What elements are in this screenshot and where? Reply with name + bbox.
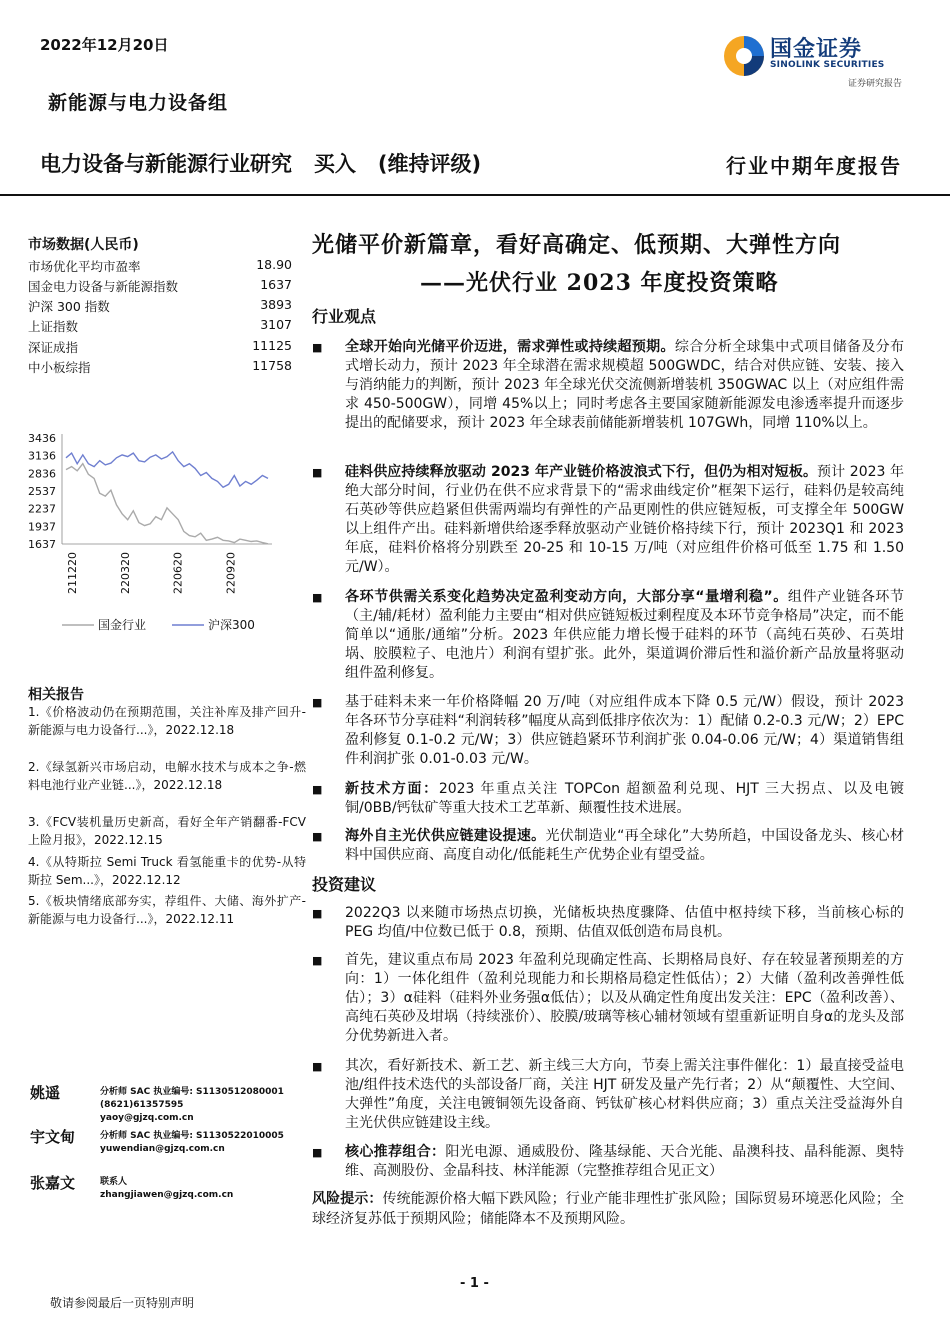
related-report-item: 4.《从特斯拉 Semi Truck 看氢能重卡的优势-从特斯拉 Sem...》，2022.12.12	[28, 855, 306, 887]
bullet-icon: ■	[312, 1146, 323, 1159]
analyst-name: 张嘉文	[30, 1174, 76, 1192]
market-row	[28, 257, 292, 275]
logo-mark-icon	[722, 34, 766, 78]
paragraph-lead: 核心推荐组合：	[345, 1144, 446, 1160]
paragraph-text: 2023 年重点关注 TOPCon 超额盈利兑现、HJT 三大拐点、以及电镀铜/0BB/钙钛矿等重大技术工艺革新、颠覆性技术进展。	[345, 781, 904, 816]
x-tick-label: 220320	[118, 552, 132, 594]
paragraph-text: 基于硅料未来一年价格降幅 20 万/吨（对应组件成本下降 0.5 元/W）假设，预计 2023 年各环节分享硅料“利润转移”幅度从高到低排序依次为：1）配储 0.2-0.3 元/W；2）EPC 盈利修复 0.1-0.2 元/W；3）供应链趋紧环节利润扩张 0.04-0.06 元/W；4）渠道销售组件利润扩张 0.01-0.03 元/W。	[345, 694, 904, 767]
view-paragraph	[312, 463, 904, 577]
paragraph-text: 综合分析全球集中式项目储备及分布式增长动力，预计 2023 年全球潜在需求规模超 500GWDC，结合对供应链、安装、接入与消纳能力的判断，预计 2023 年全球光伏交流侧新增装机 350GWAC 以上（对应组件需求 450-500GW），同增 45%以上；同时考虑各主要国家随新能源发电渗透率提升而逐步提出的配储要求，预计 2023 年全球表前储能新增装机 107GWh，同增 110%以上。	[345, 339, 905, 431]
x-tick-label: 220620	[171, 552, 185, 594]
related-report-item: 5.《板块情绪底部夯实，荐组件、大储、海外扩产-新能源与电力设备行...》，2022.12.11	[28, 894, 306, 926]
analyst-detail: 联系人	[100, 1177, 128, 1187]
bullet-icon: ■	[312, 466, 323, 479]
section-heading-view: 行业观点	[312, 307, 377, 326]
paragraph-lead: 海外自主光伏供应链建设提速。	[345, 828, 546, 844]
market-key: 深证成指	[28, 340, 79, 355]
series-line-0	[66, 464, 268, 544]
risk-lead: 风险提示：	[312, 1191, 383, 1207]
view-paragraph	[312, 780, 904, 818]
analyst-email: yaoy@gjzq.com.cn	[100, 1113, 194, 1123]
advice-paragraph	[312, 1057, 904, 1133]
related-heading: 相关报告	[28, 687, 84, 703]
legend-label: 沪深300	[208, 618, 255, 632]
page-number: - 1 -	[460, 1276, 489, 1291]
analyst-name: 姚遥	[30, 1084, 61, 1102]
advice-paragraph	[312, 1143, 904, 1181]
market-data-heading: 市场数据(人民币)	[28, 237, 139, 253]
paragraph-lead: 新技术方面：	[345, 781, 439, 797]
company-logo	[722, 30, 906, 94]
y-tick-label: 3136	[28, 449, 56, 463]
market-key: 中小板综指	[28, 360, 91, 375]
report-type: 行业中期年度报告	[726, 154, 902, 178]
bullet-icon: ■	[312, 830, 323, 843]
analyst-name: 宇文甸	[30, 1128, 76, 1146]
market-key: 沪深 300 指数	[28, 299, 110, 314]
view-paragraph	[312, 693, 904, 769]
market-row	[28, 277, 292, 295]
index-line-chart	[24, 426, 284, 636]
paragraph-text: 首先，建议重点布局 2023 年盈利兑现确定性高、长期格局良好、存在较显著预期差的方向：1）一体化组件（盈利兑现能力和长期格局稳定性低估）；2）大储（盈利改善弹性低估）；3）α硅料（硅料外业务强α低估）；以及从确定性角度出发关注：EPC（盈利改善）、高纯石英砂及坩埚（持续涨价）、胶膜/玻璃等核心辅材领域有望重新证明自身α的龙头及部分优势新进入者。	[345, 952, 904, 1044]
paragraph-lead: 各环节供需关系变化趋势决定盈利变动方向，大部分享“量增利稳”。	[345, 589, 788, 605]
y-tick-label: 1637	[28, 538, 56, 551]
y-tick-label: 2237	[28, 502, 56, 516]
market-key: 国金电力设备与新能源指数	[28, 279, 179, 294]
paragraph-lead: 硅料供应持续释放驱动 2023 年产业链价格波浪式下行，但仍为相对短板。	[345, 464, 818, 480]
industry-title: 电力设备与新能源行业研究 买入 (维持评级)	[40, 152, 482, 176]
advice-paragraph	[312, 951, 904, 1046]
report-date: 2022年12月20日	[40, 36, 169, 54]
header-divider	[0, 194, 950, 196]
bullet-icon: ■	[312, 907, 323, 920]
paragraph-text: 其次，看好新技术、新工艺、新主线三大方向，节奏上需关注事件催化：1）最直接受益电池/组件技术迭代的头部设备厂商，关注 HJT 研发及量产先行者；2）从“颠覆性、大空间、大弹性”角度，关注电镀铜领先设备商、钙钛矿核心材料供应商；3）重点关注受益海外自主光伏供应链建设主线。	[345, 1058, 904, 1131]
paragraph-text: 光伏制造业“再全球化”大势所趋，中国设备龙头、核心材料中国供应商、高度自动化/低能耗生产优势企业有望受益。	[345, 828, 904, 863]
logo-name-en: SINOLINK SECURITIES	[770, 60, 885, 70]
market-value: 11125	[252, 338, 292, 353]
series-line-1	[66, 452, 268, 487]
market-row	[28, 317, 292, 335]
logo-name-cn: 国金证券	[770, 37, 863, 62]
bullet-icon: ■	[312, 696, 323, 709]
research-group: 新能源与电力设备组	[48, 92, 229, 114]
bullet-icon: ■	[312, 1060, 323, 1073]
y-tick-label: 2537	[28, 484, 56, 498]
related-report-item: 1.《价格波动仍在预期范围，关注补库及排产回升-新能源与电力设备行...》，2022.12.18	[28, 705, 306, 737]
market-row	[28, 297, 292, 315]
analyst-detail: (8621)61357595	[100, 1100, 184, 1110]
paragraph-text: 预计 2023 年绝大部分时间，行业仍在供不应求背景下的“需求曲线定价”框架下运行，硅料仍是较高纯石英砂等供应趋紧但供需两端均有弹性的产品更刚性的供应链短板，可支撑全年 500GW 以上组件产出。硅料新增供给逐季释放驱动产业链价格持续下行，预计 2023Q1 和 2023 年底，硅料价格将分别跌至 20-25 和 10-15 万/吨（对应组件价格可低至 1.75 和 1.50 元/W）。	[345, 464, 904, 575]
bullet-icon: ■	[312, 341, 323, 354]
market-value: 3107	[260, 317, 292, 332]
disclaimer-note: 敬请参阅最后一页特别声明	[50, 1296, 195, 1310]
bullet-icon: ■	[312, 954, 323, 967]
advice-paragraph	[312, 904, 904, 942]
related-report-item: 2.《绿氢新兴市场启动，电解水技术与成本之争-燃料电池行业产业链...》，2022.12.18	[28, 760, 306, 792]
market-value: 11758	[252, 358, 292, 373]
legend-label: 国金行业	[98, 618, 147, 632]
x-tick-label: 211220	[66, 552, 79, 594]
view-paragraph	[312, 827, 904, 865]
y-tick-label: 2836	[28, 467, 56, 481]
logo-subtitle: 证券研究报告	[847, 79, 902, 89]
market-value: 18.90	[256, 257, 292, 272]
y-tick-label: 3436	[28, 432, 56, 445]
paragraph-text: 阳光电源、通威股份、隆基绿能、天合光能、晶澳科技、晶科能源、奥特维、高测股份、金晶科技、林洋能源（完整推荐组合见正文）	[345, 1144, 905, 1179]
view-paragraph	[312, 338, 904, 433]
analyst-detail: 分析师 SAC 执业编号: S1130512080001	[100, 1087, 284, 1097]
market-key: 上证指数	[28, 319, 79, 334]
market-value: 1637	[260, 277, 292, 292]
paragraph-lead: 全球开始向光储平价迈进，需求弹性或持续超预期。	[345, 339, 675, 355]
market-row	[28, 358, 292, 376]
section-heading-advice: 投资建议	[312, 875, 377, 894]
report-title: 光储平价新篇章，看好高确定、低预期、大弹性方向	[312, 232, 842, 258]
bullet-icon: ■	[312, 591, 323, 604]
y-tick-label: 1937	[28, 520, 56, 534]
analyst-detail: 分析师 SAC 执业编号: S1130522010005	[100, 1131, 284, 1141]
risk-notice	[312, 1189, 904, 1229]
view-paragraph	[312, 588, 904, 683]
market-row	[28, 338, 292, 356]
report-subtitle: ——光伏行业 2023 年度投资策略	[420, 270, 779, 296]
title-bar	[40, 146, 910, 186]
market-value: 3893	[260, 297, 292, 312]
paragraph-text: 2022Q3 以来随市场热点切换，光储板块热度骤降、估值中枢持续下移，当前核心标的 PEG 均值/中位数已低于 0.8，预期、估值双低创造布局良机。	[345, 905, 904, 940]
market-key: 市场优化平均市盈率	[28, 259, 141, 274]
analyst-email: zhangjiawen@gjzq.com.cn	[100, 1190, 234, 1200]
related-report-item: 3.《FCV装机量历史新高，看好全年产销翻番-FCV上险月报》，2022.12.15	[28, 815, 306, 847]
risk-text: 传统能源价格大幅下跌风险；行业产能非理性扩张风险；国际贸易环境恶化风险；全球经济复苏低于预期风险；储能降本不及预期风险。	[312, 1191, 905, 1227]
analyst-email: yuwendian@gjzq.com.cn	[100, 1144, 225, 1154]
paragraph-text: 组件产业链各环节（主/辅/耗材）盈利能力主要由“相对供应链短板过剩程度及本环节竞争格局”决定，而不能简单以“通胀/通缩”分析。2023 年供应能力增长慢于硅料的环节（高纯石英砂、石英坩埚、胶膜粒子、电池片）利润有望扩张。此外，渠道调价滞后性和溢价新产品放量将驱动组件盈利修复。	[345, 589, 905, 681]
x-tick-label: 220920	[224, 552, 238, 594]
bullet-icon: ■	[312, 783, 323, 796]
